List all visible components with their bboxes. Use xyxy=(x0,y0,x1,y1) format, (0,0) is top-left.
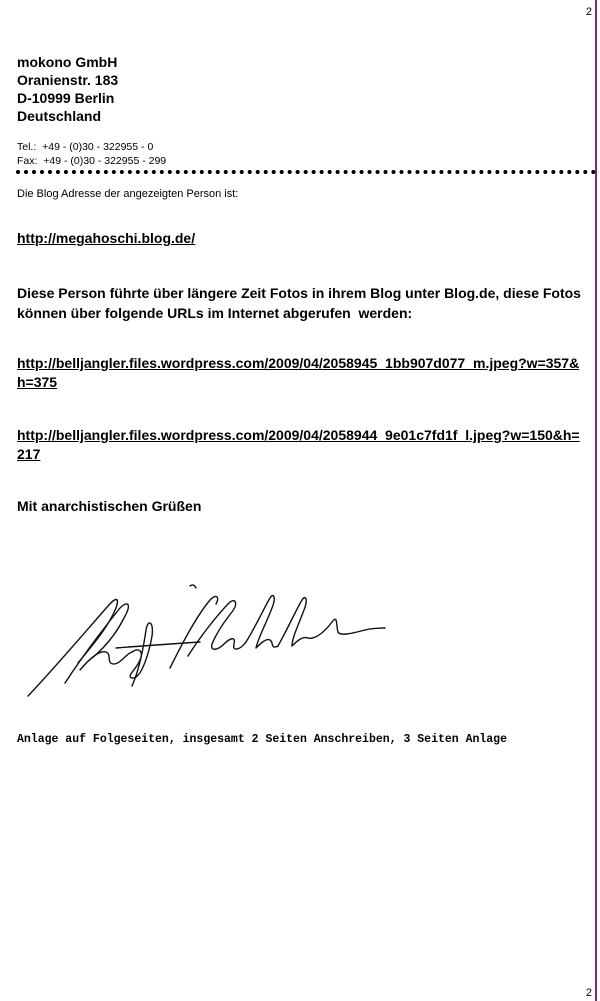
intro-text: Die Blog Adresse der angezeigten Person ist: xyxy=(17,188,239,200)
company-name: mokono GmbH xyxy=(17,54,118,70)
handwritten-signature xyxy=(20,578,390,703)
closing-salutation: Mit anarchistischen Grüßen xyxy=(17,498,202,514)
page-number-top: 2 xyxy=(585,6,592,18)
body-paragraph: Diese Person führte über längere Zeit Fotos in ihrem Blog unter Blog.de, diese Fotos können über folgende URLs im Internet abgerufen werden: xyxy=(17,285,585,321)
phone-number: Tel.: +49 - (0)30 - 322955 - 0 xyxy=(17,141,154,153)
street: Oranienstr. 183 xyxy=(17,72,119,88)
country: Deutschland xyxy=(17,108,102,124)
sender-address xyxy=(17,53,118,125)
photo-url-link-2[interactable]: http://belljangler.files.wordpress.com/2009/04/2058944_9e01c7fd1f_l.jpeg?w=150&h=217 xyxy=(17,427,580,462)
page-number-bottom: 2 xyxy=(585,987,592,999)
fax-number: Fax: +49 - (0)30 - 322955 - 299 xyxy=(17,154,167,167)
city: D-10999 Berlin xyxy=(17,90,115,106)
page-edge-line xyxy=(595,0,597,1001)
dotted-separator xyxy=(16,170,596,174)
enclosure-note: Anlage auf Folgeseiten, insgesamt 2 Seiten Anschreiben, 3 Seiten Anlage xyxy=(17,733,507,746)
contact-info xyxy=(17,141,166,168)
photo-url-link-1[interactable]: http://belljangler.files.wordpress.com/2009/04/2058945_1bb907d077_m.jpeg?w=357&h=375 xyxy=(17,355,580,390)
blog-url-link[interactable]: http://megahoschi.blog.de/ xyxy=(17,230,196,246)
